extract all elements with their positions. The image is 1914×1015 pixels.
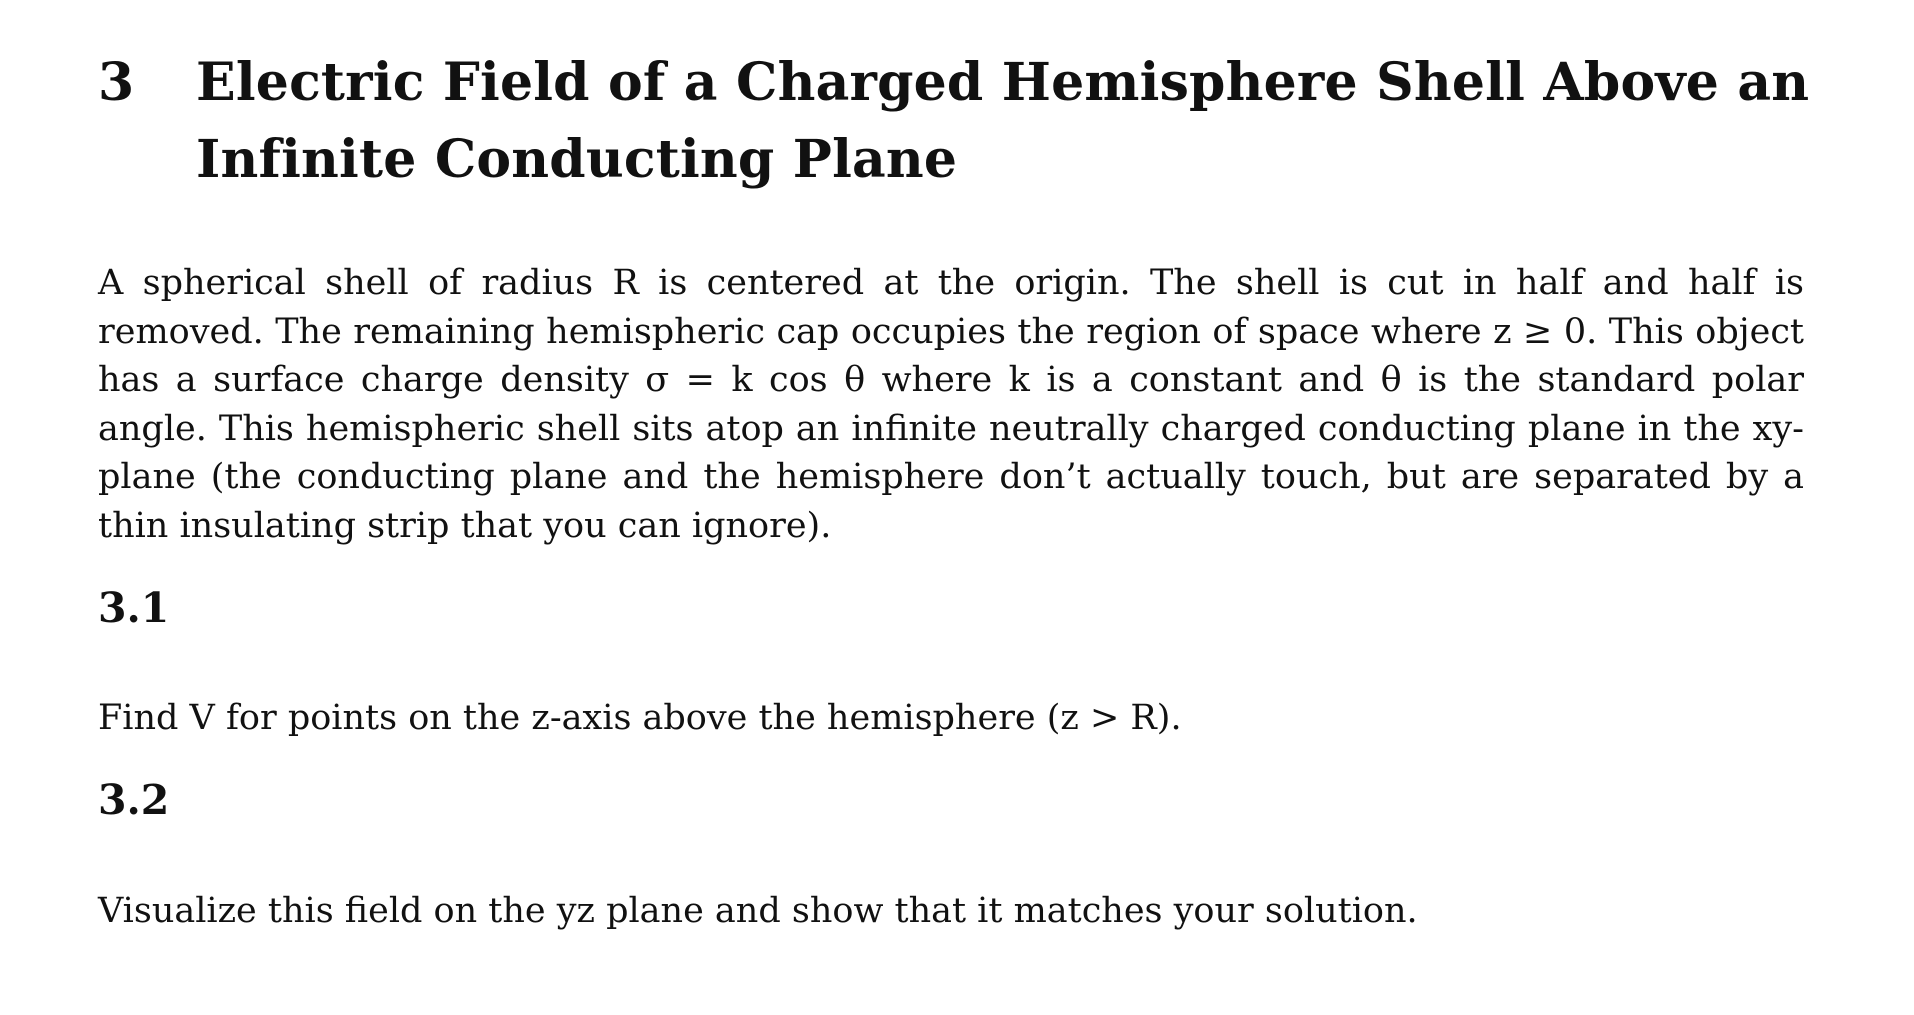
section-number: 3 [98, 52, 135, 113]
problem-description: A spherical shell of radius R is centered at the origin. The shell is cut in half and half is removed. The remaining hemispheric cap occupies the region of space where z ≥ 0. This object has a surface charge density σ = k cos θ where k is a constant and θ is the standard polar angle. This hemispheric shell sits atop an infinite neutrally charged conducting plane in the xy-plane (the conducting plane and the hemisphere don’t actually touch, but are separated by a thin insulating strip that you can ignore). [98, 263, 1804, 546]
section-title: Electric Field of a Charged Hemisphere Shell Above an Infinite Conducting Plane [196, 52, 1810, 190]
subsection-heading-3-2: 3.2 [98, 776, 170, 824]
subsection-question-3-1: Find V for points on the z-axis above the hemisphere (z > R). [98, 698, 1182, 738]
subsection-question-3-2: Visualize this field on the yz plane and show that it matches your solution. [98, 891, 1418, 931]
section-heading [98, 44, 1818, 198]
subsection-heading-3-1: 3.1 [98, 584, 170, 632]
